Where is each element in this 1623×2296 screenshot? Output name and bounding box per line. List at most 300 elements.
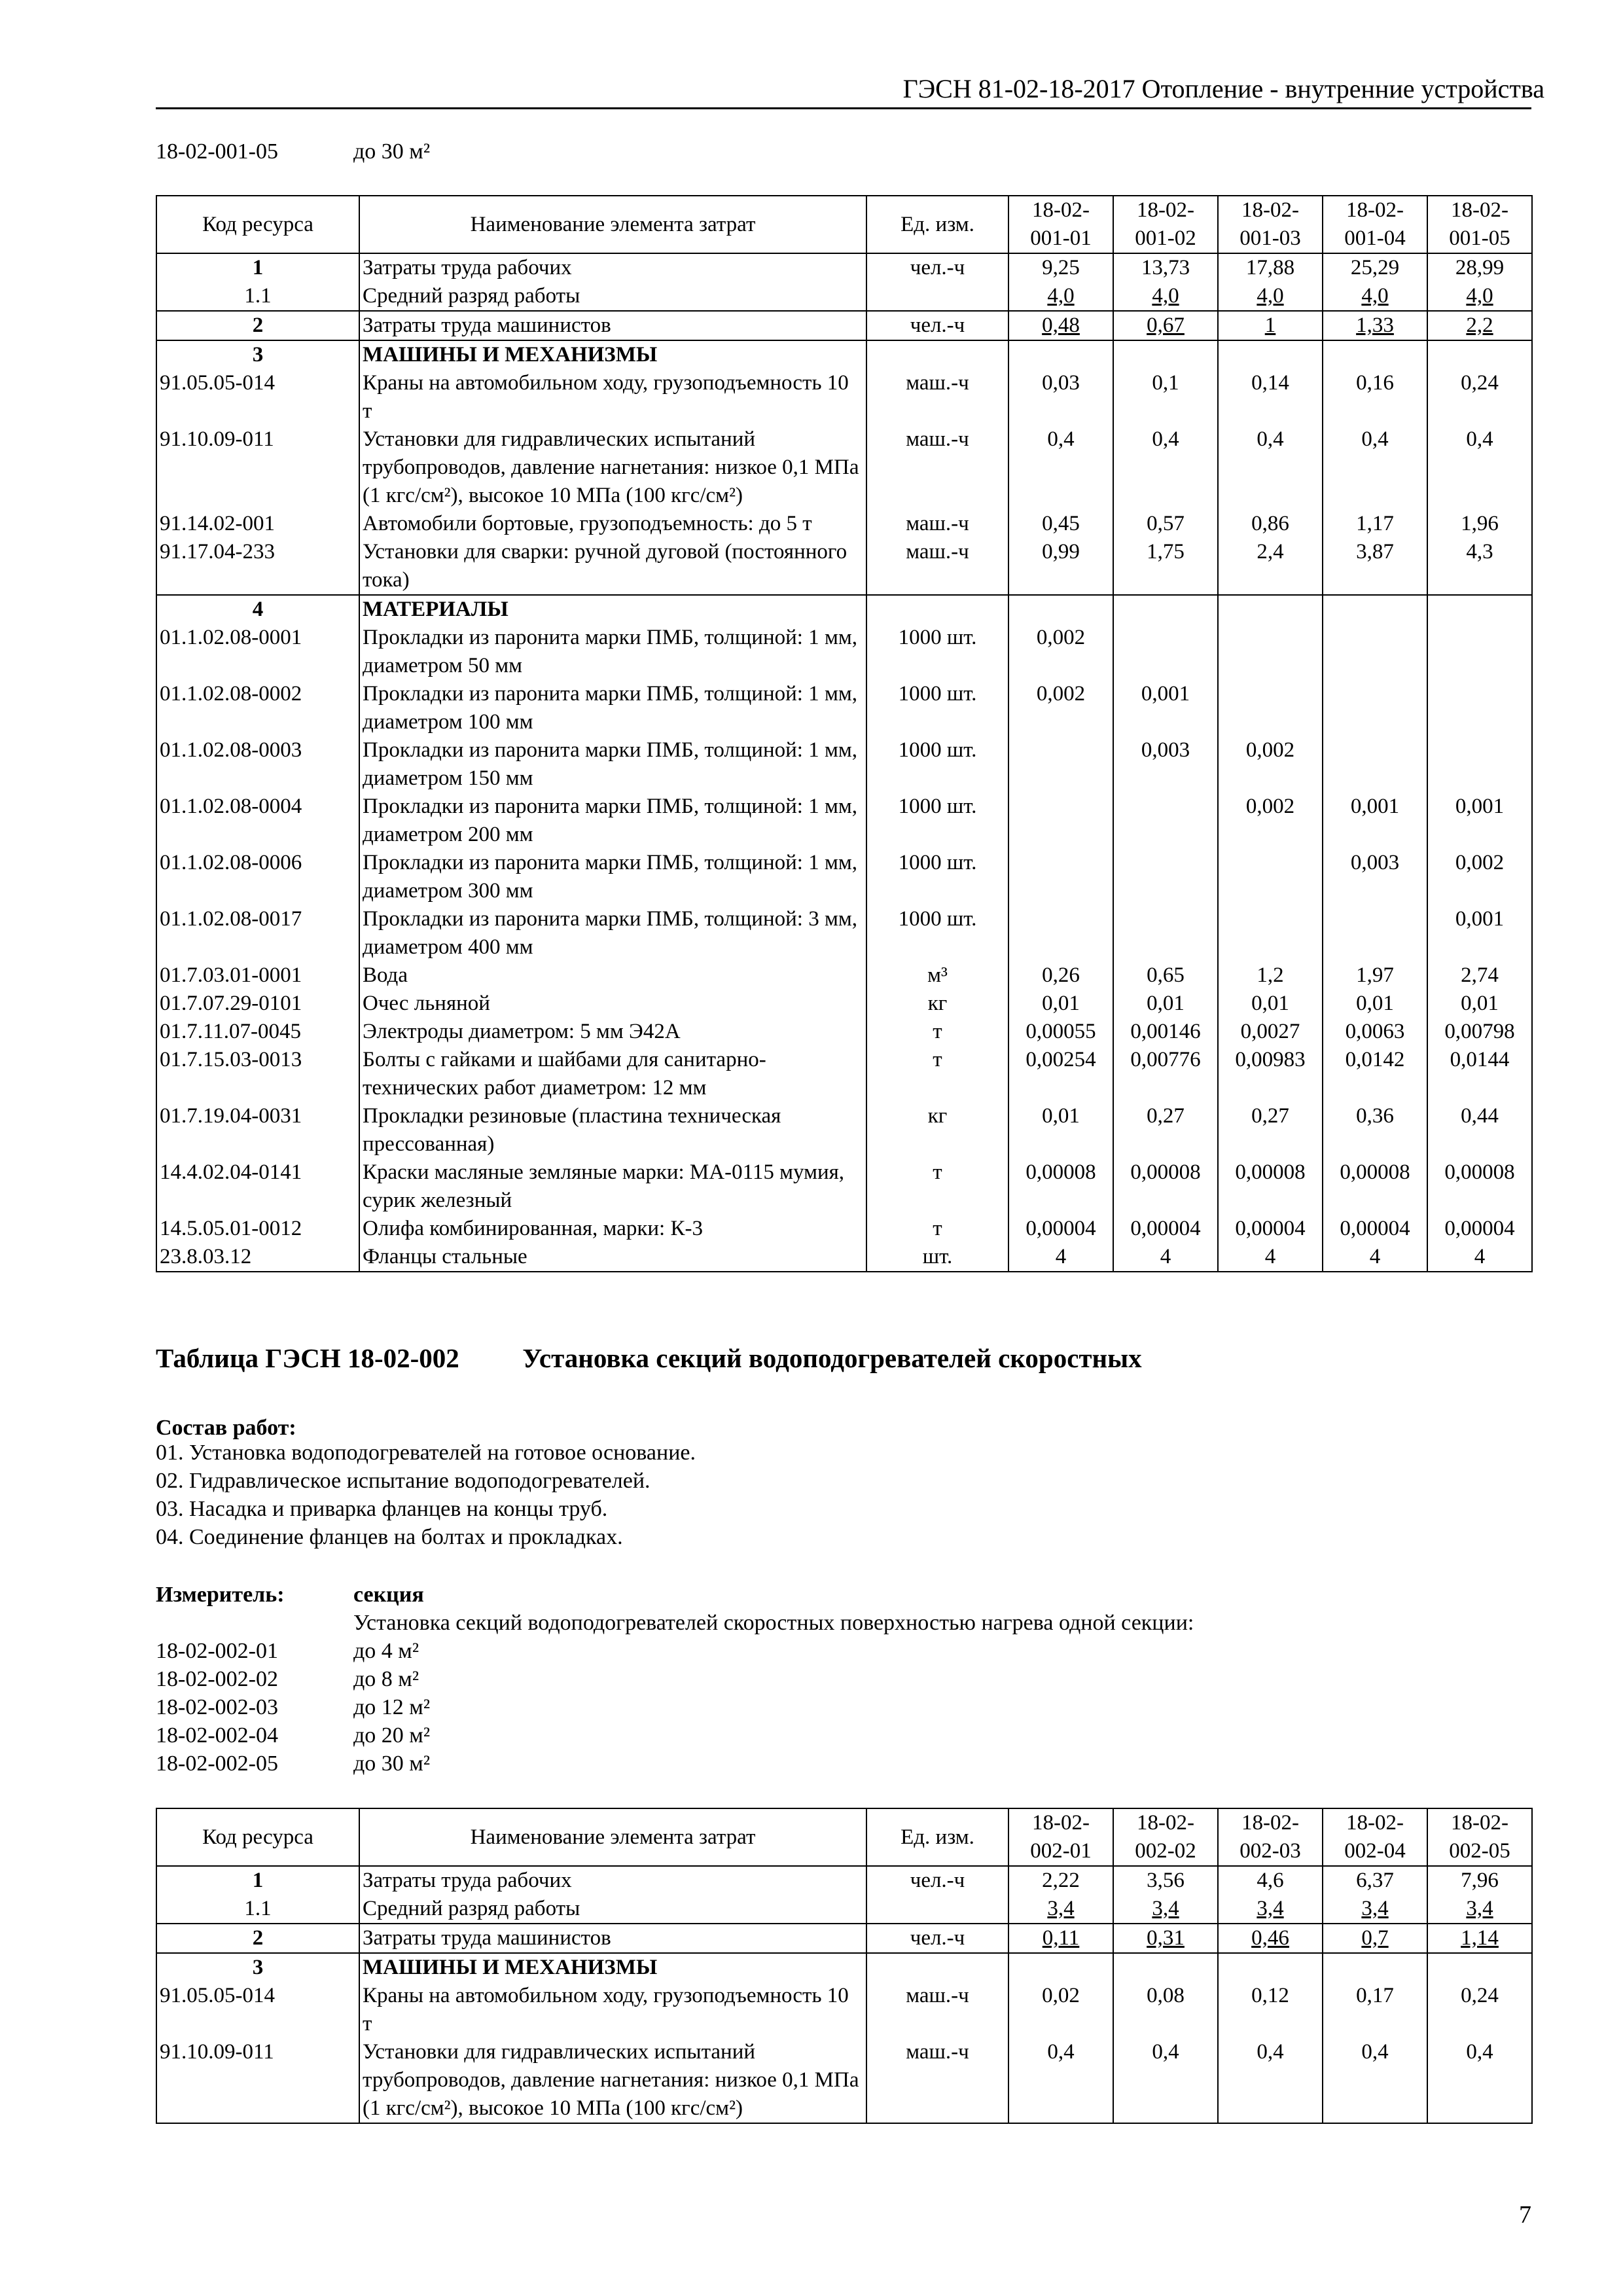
cell-value: 0,4 bbox=[1113, 2038, 1218, 2123]
header-code: Код ресурса bbox=[156, 1808, 359, 1866]
cell-code: 91.05.05-014 bbox=[156, 1982, 359, 2038]
cell-unit: маш.-ч bbox=[866, 538, 1008, 595]
cell-value: 4 bbox=[1323, 1243, 1427, 1272]
cell-value: 0,00008 bbox=[1113, 1158, 1218, 1215]
cell-value bbox=[1113, 849, 1218, 905]
cell-value: 0,0144 bbox=[1427, 1046, 1532, 1102]
table-row bbox=[156, 1953, 1532, 1982]
cell-value bbox=[1008, 595, 1113, 624]
cell-value: 1,75 bbox=[1113, 538, 1218, 595]
table-row bbox=[156, 1924, 1532, 1953]
cell-code: 01.1.02.08-0001 bbox=[156, 624, 359, 680]
header-unit: Ед. изм. bbox=[866, 1808, 1008, 1866]
table-row bbox=[156, 849, 1532, 905]
cell-value bbox=[1323, 680, 1427, 736]
cell-value bbox=[1113, 1953, 1218, 1982]
cell-value bbox=[1218, 905, 1323, 961]
cell-code: 91.05.05-014 bbox=[156, 369, 359, 425]
cell-value: 0,31 bbox=[1113, 1924, 1218, 1953]
cell-code: 01.7.11.07-0045 bbox=[156, 1018, 359, 1046]
work-item: 03. Насадка и приварка фланцев на концы труб. bbox=[156, 1497, 608, 1521]
cell-value bbox=[1218, 1953, 1323, 1982]
header-variant: 18-02- 002-01 bbox=[1008, 1808, 1113, 1866]
cell-unit: маш.-ч bbox=[866, 425, 1008, 510]
meter-label: Измеритель: bbox=[156, 1583, 285, 1607]
cell-value: 4 bbox=[1427, 1243, 1532, 1272]
cell-name: Затраты труда рабочих bbox=[359, 253, 866, 282]
header-variant: 18-02- 001-05 bbox=[1427, 196, 1532, 253]
cell-value: 0,24 bbox=[1427, 369, 1532, 425]
cell-value: 28,99 bbox=[1427, 253, 1532, 282]
cell-value: 0,7 bbox=[1323, 1924, 1427, 1953]
cell-name: Затраты труда машинистов bbox=[359, 1924, 866, 1953]
cell-value: 3,4 bbox=[1008, 1895, 1113, 1924]
cell-value: 0,1 bbox=[1113, 369, 1218, 425]
cell-name: Автомобили бортовые, грузоподъемность: до 5 т bbox=[359, 510, 866, 538]
cell-value bbox=[1323, 595, 1427, 624]
cell-code: 14.4.02.04-0141 bbox=[156, 1158, 359, 1215]
cell-unit: т bbox=[866, 1215, 1008, 1243]
cell-value bbox=[1113, 340, 1218, 369]
table-row bbox=[156, 538, 1532, 595]
cell-value: 0,03 bbox=[1008, 369, 1113, 425]
table-row bbox=[156, 1866, 1532, 1895]
table-row bbox=[156, 905, 1532, 961]
page-number: 7 bbox=[1519, 2201, 1531, 2229]
cell-name: Затраты труда рабочих bbox=[359, 1866, 866, 1895]
cell-value: 0,65 bbox=[1113, 961, 1218, 990]
cell-unit bbox=[866, 595, 1008, 624]
cell-name: Очес льняной bbox=[359, 990, 866, 1018]
cell-code: 01.7.15.03-0013 bbox=[156, 1046, 359, 1102]
cell-unit: 1000 шт. bbox=[866, 905, 1008, 961]
variant-label: до 30 м² bbox=[353, 1751, 431, 1776]
cell-value: 0,001 bbox=[1427, 905, 1532, 961]
table-row bbox=[156, 595, 1532, 624]
cell-code: 91.17.04-233 bbox=[156, 538, 359, 595]
cell-name: Прокладки резиновые (пластина техническая прессованная) bbox=[359, 1102, 866, 1158]
cell-value: 0,00004 bbox=[1113, 1215, 1218, 1243]
cell-value: 0,16 bbox=[1323, 369, 1427, 425]
table-row bbox=[156, 680, 1532, 736]
cell-value: 0,00983 bbox=[1218, 1046, 1323, 1102]
cell-code: 01.1.02.08-0002 bbox=[156, 680, 359, 736]
cell-unit: чел.-ч bbox=[866, 253, 1008, 282]
cell-value: 2,2 bbox=[1427, 311, 1532, 340]
cell-value: 4 bbox=[1008, 1243, 1113, 1272]
works-label: Состав работ: bbox=[156, 1416, 296, 1440]
cell-unit: маш.-ч bbox=[866, 510, 1008, 538]
cell-value: 0,99 bbox=[1008, 538, 1113, 595]
cell-name: Средний разряд работы bbox=[359, 282, 866, 311]
variant-code: 18-02-002-03 bbox=[156, 1695, 278, 1719]
cell-unit: 1000 шт. bbox=[866, 793, 1008, 849]
cell-unit: т bbox=[866, 1158, 1008, 1215]
cell-unit: т bbox=[866, 1046, 1008, 1102]
cell-value: 13,73 bbox=[1113, 253, 1218, 282]
cell-value: 0,24 bbox=[1427, 1982, 1532, 2038]
cell-value: 0,01 bbox=[1113, 990, 1218, 1018]
table-row bbox=[156, 253, 1532, 282]
cell-value: 0,26 bbox=[1008, 961, 1113, 990]
cell-value bbox=[1427, 736, 1532, 793]
cell-name: Затраты труда машинистов bbox=[359, 311, 866, 340]
cell-value bbox=[1323, 1953, 1427, 1982]
cell-code: 91.10.09-011 bbox=[156, 2038, 359, 2123]
cell-name: Электроды диаметром: 5 мм Э42А bbox=[359, 1018, 866, 1046]
cell-unit bbox=[866, 1895, 1008, 1924]
cell-value: 0,57 bbox=[1113, 510, 1218, 538]
cell-value: 0,00008 bbox=[1008, 1158, 1113, 1215]
header-variant: 18-02- 001-03 bbox=[1218, 196, 1323, 253]
resource-table-2 bbox=[156, 1808, 1533, 2124]
table-row bbox=[156, 1102, 1532, 1158]
top-measure-code: 18-02-001-05 bbox=[156, 139, 278, 164]
cell-value: 3,56 bbox=[1113, 1866, 1218, 1895]
cell-value bbox=[1427, 1953, 1532, 1982]
cell-value: 0,001 bbox=[1427, 793, 1532, 849]
table-row bbox=[156, 736, 1532, 793]
cell-unit bbox=[866, 282, 1008, 311]
header-variant: 18-02- 001-02 bbox=[1113, 196, 1218, 253]
header-unit: Ед. изм. bbox=[866, 196, 1008, 253]
cell-value: 0,00776 bbox=[1113, 1046, 1218, 1102]
meter-description: Установка секций водоподогревателей скоростных поверхностью нагрева одной секции: bbox=[353, 1611, 1194, 1635]
cell-name: Установки для сварки: ручной дуговой (постоянного тока) bbox=[359, 538, 866, 595]
cell-value: 0,67 bbox=[1113, 311, 1218, 340]
cell-name: Краны на автомобильном ходу, грузоподъемность 10 т bbox=[359, 369, 866, 425]
cell-value: 0,002 bbox=[1008, 624, 1113, 680]
cell-value: 0,46 bbox=[1218, 1924, 1323, 1953]
cell-value: 0,4 bbox=[1427, 2038, 1532, 2123]
variant-label: до 12 м² bbox=[353, 1695, 431, 1719]
table-header-row bbox=[156, 196, 1532, 253]
cell-name: Прокладки из паронита марки ПМБ, толщиной: 1 мм, диаметром 300 мм bbox=[359, 849, 866, 905]
header-code: Код ресурса bbox=[156, 196, 359, 253]
cell-value bbox=[1218, 849, 1323, 905]
cell-value: 0,00146 bbox=[1113, 1018, 1218, 1046]
table-row bbox=[156, 624, 1532, 680]
cell-unit bbox=[866, 1953, 1008, 1982]
header-variant: 18-02- 002-03 bbox=[1218, 1808, 1323, 1866]
cell-value: 1,96 bbox=[1427, 510, 1532, 538]
table-row bbox=[156, 282, 1532, 311]
work-item: 01. Установка водоподогревателей на готовое основание. bbox=[156, 1441, 696, 1465]
cell-name: Краны на автомобильном ходу, грузоподъемность 10 т bbox=[359, 1982, 866, 2038]
cell-value bbox=[1427, 340, 1532, 369]
cell-value: 1,14 bbox=[1427, 1924, 1532, 1953]
cell-value: 1,17 bbox=[1323, 510, 1427, 538]
cell-value bbox=[1113, 595, 1218, 624]
cell-unit: кг bbox=[866, 990, 1008, 1018]
table-2-name: Установка секций водоподогревателей скоростных bbox=[522, 1343, 1142, 1373]
cell-value bbox=[1218, 624, 1323, 680]
cell-value bbox=[1427, 624, 1532, 680]
cell-value bbox=[1113, 905, 1218, 961]
cell-code: 14.5.05.01-0012 bbox=[156, 1215, 359, 1243]
cell-code: 4 bbox=[156, 595, 359, 624]
cell-code: 91.10.09-011 bbox=[156, 425, 359, 510]
cell-value bbox=[1427, 595, 1532, 624]
work-item: 02. Гидравлическое испытание водоподогревателей. bbox=[156, 1469, 651, 1493]
cell-value: 0,0063 bbox=[1323, 1018, 1427, 1046]
table-row bbox=[156, 2038, 1532, 2123]
cell-value: 4,6 bbox=[1218, 1866, 1323, 1895]
cell-value: 0,17 bbox=[1323, 1982, 1427, 2038]
cell-value: 1 bbox=[1218, 311, 1323, 340]
table-row bbox=[156, 510, 1532, 538]
cell-value: 2,22 bbox=[1008, 1866, 1113, 1895]
cell-value bbox=[1427, 680, 1532, 736]
cell-unit: 1000 шт. bbox=[866, 680, 1008, 736]
variant-code: 18-02-002-04 bbox=[156, 1723, 278, 1748]
cell-value bbox=[1218, 595, 1323, 624]
cell-code: 3 bbox=[156, 340, 359, 369]
table-row bbox=[156, 1046, 1532, 1102]
cell-unit: 1000 шт. bbox=[866, 849, 1008, 905]
cell-value: 0,0027 bbox=[1218, 1018, 1323, 1046]
cell-value: 4,3 bbox=[1427, 538, 1532, 595]
cell-code: 01.1.02.08-0003 bbox=[156, 736, 359, 793]
cell-name: МАШИНЫ И МЕХАНИЗМЫ bbox=[359, 1953, 866, 1982]
cell-value: 0,36 bbox=[1323, 1102, 1427, 1158]
cell-name: Олифа комбинированная, марки: К-3 bbox=[359, 1215, 866, 1243]
cell-value: 4,0 bbox=[1323, 282, 1427, 311]
cell-unit: шт. bbox=[866, 1243, 1008, 1272]
cell-unit: чел.-ч bbox=[866, 1866, 1008, 1895]
cell-value: 1,33 bbox=[1323, 311, 1427, 340]
cell-code: 1.1 bbox=[156, 1895, 359, 1924]
cell-name: МАШИНЫ И МЕХАНИЗМЫ bbox=[359, 340, 866, 369]
variant-code: 18-02-002-01 bbox=[156, 1639, 278, 1663]
table-row bbox=[156, 990, 1532, 1018]
cell-code: 01.1.02.08-0017 bbox=[156, 905, 359, 961]
cell-unit: т bbox=[866, 1018, 1008, 1046]
cell-name: Вода bbox=[359, 961, 866, 990]
cell-value: 4 bbox=[1218, 1243, 1323, 1272]
cell-value: 3,4 bbox=[1427, 1895, 1532, 1924]
cell-name: Прокладки из паронита марки ПМБ, толщиной: 1 мм, диаметром 150 мм bbox=[359, 736, 866, 793]
cell-value: 0,002 bbox=[1427, 849, 1532, 905]
cell-value bbox=[1008, 340, 1113, 369]
table-row bbox=[156, 340, 1532, 369]
cell-name: Болты с гайками и шайбами для санитарно-технических работ диаметром: 12 мм bbox=[359, 1046, 866, 1102]
cell-value bbox=[1113, 793, 1218, 849]
cell-name: Краски масляные земляные марки: МА-0115 мумия, сурик железный bbox=[359, 1158, 866, 1215]
cell-value: 2,4 bbox=[1218, 538, 1323, 595]
cell-code: 01.7.19.04-0031 bbox=[156, 1102, 359, 1158]
cell-unit: маш.-ч bbox=[866, 1982, 1008, 2038]
cell-value: 0,00004 bbox=[1427, 1215, 1532, 1243]
cell-value: 0,00055 bbox=[1008, 1018, 1113, 1046]
cell-value: 0,002 bbox=[1008, 680, 1113, 736]
table-row bbox=[156, 1018, 1532, 1046]
cell-value: 0,00004 bbox=[1323, 1215, 1427, 1243]
cell-value: 0,48 bbox=[1008, 311, 1113, 340]
cell-value bbox=[1008, 905, 1113, 961]
variant-label: до 4 м² bbox=[353, 1639, 419, 1663]
cell-value: 0,4 bbox=[1323, 2038, 1427, 2123]
table-row bbox=[156, 1158, 1532, 1215]
cell-value: 0,86 bbox=[1218, 510, 1323, 538]
cell-value: 0,12 bbox=[1218, 1982, 1323, 2038]
cell-value bbox=[1323, 736, 1427, 793]
table-row bbox=[156, 1982, 1532, 2038]
cell-code: 91.14.02-001 bbox=[156, 510, 359, 538]
variant-code: 18-02-002-05 bbox=[156, 1751, 278, 1776]
cell-value: 0,14 bbox=[1218, 369, 1323, 425]
table-row bbox=[156, 369, 1532, 425]
cell-code: 2 bbox=[156, 1924, 359, 1953]
cell-value: 3,87 bbox=[1323, 538, 1427, 595]
work-item: 04. Соединение фланцев на болтах и прокладках. bbox=[156, 1525, 623, 1549]
cell-value: 0,003 bbox=[1323, 849, 1427, 905]
cell-value: 0,01 bbox=[1323, 990, 1427, 1018]
cell-unit: кг bbox=[866, 1102, 1008, 1158]
cell-value: 0,00004 bbox=[1008, 1215, 1113, 1243]
cell-code: 3 bbox=[156, 1953, 359, 1982]
cell-name: Прокладки из паронита марки ПМБ, толщиной: 1 мм, диаметром 50 мм bbox=[359, 624, 866, 680]
cell-value bbox=[1008, 1953, 1113, 1982]
cell-unit: маш.-ч bbox=[866, 2038, 1008, 2123]
table-row bbox=[156, 1215, 1532, 1243]
cell-value: 0,4 bbox=[1218, 2038, 1323, 2123]
cell-value: 0,27 bbox=[1218, 1102, 1323, 1158]
cell-value: 0,00008 bbox=[1218, 1158, 1323, 1215]
cell-code: 1 bbox=[156, 1866, 359, 1895]
cell-unit: 1000 шт. bbox=[866, 736, 1008, 793]
table-2-title bbox=[156, 1342, 1142, 1374]
cell-value: 6,37 bbox=[1323, 1866, 1427, 1895]
cell-code: 2 bbox=[156, 311, 359, 340]
table-row bbox=[156, 1895, 1532, 1924]
cell-name: Прокладки из паронита марки ПМБ, толщиной: 3 мм, диаметром 400 мм bbox=[359, 905, 866, 961]
cell-unit: маш.-ч bbox=[866, 369, 1008, 425]
cell-value: 17,88 bbox=[1218, 253, 1323, 282]
cell-value bbox=[1323, 340, 1427, 369]
cell-value: 0,00798 bbox=[1427, 1018, 1532, 1046]
cell-value: 25,29 bbox=[1323, 253, 1427, 282]
cell-code: 01.1.02.08-0004 bbox=[156, 793, 359, 849]
cell-value: 0,01 bbox=[1218, 990, 1323, 1018]
header-rule bbox=[156, 107, 1531, 109]
cell-value: 0,08 bbox=[1113, 1982, 1218, 2038]
cell-value bbox=[1323, 905, 1427, 961]
cell-value: 4 bbox=[1113, 1243, 1218, 1272]
header-name: Наименование элемента затрат bbox=[359, 1808, 866, 1866]
header-variant: 18-02- 001-01 bbox=[1008, 196, 1113, 253]
cell-value: 4,0 bbox=[1008, 282, 1113, 311]
resource-table-1 bbox=[156, 195, 1533, 1272]
cell-value: 4,0 bbox=[1218, 282, 1323, 311]
cell-name: Фланцы стальные bbox=[359, 1243, 866, 1272]
cell-value bbox=[1008, 849, 1113, 905]
header-variant: 18-02- 002-04 bbox=[1323, 1808, 1427, 1866]
cell-value: 0,0142 bbox=[1323, 1046, 1427, 1102]
cell-value bbox=[1113, 624, 1218, 680]
cell-unit: 1000 шт. bbox=[866, 624, 1008, 680]
table-row bbox=[156, 1243, 1532, 1272]
cell-value: 2,74 bbox=[1427, 961, 1532, 990]
cell-code: 01.7.03.01-0001 bbox=[156, 961, 359, 990]
cell-value: 0,45 bbox=[1008, 510, 1113, 538]
cell-name: Установки для гидравлических испытаний трубопроводов, давление нагнетания: низкое 0,1 МПа (1 кгс/см²), высокое 10 МПа (100 кгс/см²) bbox=[359, 2038, 866, 2123]
header-variant: 18-02- 002-05 bbox=[1427, 1808, 1532, 1866]
cell-value: 0,00008 bbox=[1323, 1158, 1427, 1215]
cell-value bbox=[1323, 624, 1427, 680]
table-2-label: Таблица ГЭСН 18-02-002 bbox=[156, 1343, 459, 1373]
cell-code: 1.1 bbox=[156, 282, 359, 311]
cell-name: Прокладки из паронита марки ПМБ, толщиной: 1 мм, диаметром 100 мм bbox=[359, 680, 866, 736]
cell-value: 0,002 bbox=[1218, 793, 1323, 849]
cell-value bbox=[1008, 736, 1113, 793]
table-row bbox=[156, 961, 1532, 990]
cell-value: 0,4 bbox=[1218, 425, 1323, 510]
cell-value: 0,4 bbox=[1113, 425, 1218, 510]
cell-value bbox=[1218, 340, 1323, 369]
cell-name: МАТЕРИАЛЫ bbox=[359, 595, 866, 624]
cell-unit bbox=[866, 340, 1008, 369]
cell-value: 3,4 bbox=[1323, 1895, 1427, 1924]
cell-value: 0,00004 bbox=[1218, 1215, 1323, 1243]
cell-code: 01.7.07.29-0101 bbox=[156, 990, 359, 1018]
cell-value bbox=[1008, 793, 1113, 849]
cell-value: 0,00254 bbox=[1008, 1046, 1113, 1102]
table-row bbox=[156, 425, 1532, 510]
top-measure-label: до 30 м² bbox=[353, 139, 431, 164]
cell-code: 1 bbox=[156, 253, 359, 282]
cell-value: 3,4 bbox=[1218, 1895, 1323, 1924]
meter-value: секция bbox=[353, 1583, 424, 1607]
cell-value: 0,001 bbox=[1113, 680, 1218, 736]
header-variant: 18-02- 001-04 bbox=[1323, 196, 1427, 253]
cell-value: 4,0 bbox=[1427, 282, 1532, 311]
cell-value: 0,01 bbox=[1008, 990, 1113, 1018]
cell-value: 4,0 bbox=[1113, 282, 1218, 311]
cell-value: 0,00008 bbox=[1427, 1158, 1532, 1215]
variant-code: 18-02-002-02 bbox=[156, 1667, 278, 1691]
cell-value: 0,4 bbox=[1008, 425, 1113, 510]
cell-value: 0,27 bbox=[1113, 1102, 1218, 1158]
running-header: ГЭСН 81-02-18-2017 Отопление - внутренние устройства bbox=[902, 74, 1544, 103]
cell-code: 01.1.02.08-0006 bbox=[156, 849, 359, 905]
cell-value: 0,4 bbox=[1008, 2038, 1113, 2123]
cell-value: 0,44 bbox=[1427, 1102, 1532, 1158]
cell-value: 0,01 bbox=[1008, 1102, 1113, 1158]
cell-value: 7,96 bbox=[1427, 1866, 1532, 1895]
variant-label: до 20 м² bbox=[353, 1723, 431, 1748]
cell-value: 1,2 bbox=[1218, 961, 1323, 990]
cell-value: 9,25 bbox=[1008, 253, 1113, 282]
cell-value: 1,97 bbox=[1323, 961, 1427, 990]
cell-name: Прокладки из паронита марки ПМБ, толщиной: 1 мм, диаметром 200 мм bbox=[359, 793, 866, 849]
cell-code: 23.8.03.12 bbox=[156, 1243, 359, 1272]
cell-value bbox=[1218, 680, 1323, 736]
cell-value: 3,4 bbox=[1113, 1895, 1218, 1924]
cell-value: 0,003 bbox=[1113, 736, 1218, 793]
cell-value: 0,02 bbox=[1008, 1982, 1113, 2038]
variant-label: до 8 м² bbox=[353, 1667, 419, 1691]
cell-unit: м³ bbox=[866, 961, 1008, 990]
cell-value: 0,11 bbox=[1008, 1924, 1113, 1953]
cell-unit: чел.-ч bbox=[866, 1924, 1008, 1953]
cell-name: Средний разряд работы bbox=[359, 1895, 866, 1924]
cell-value: 0,002 bbox=[1218, 736, 1323, 793]
cell-name: Установки для гидравлических испытаний трубопроводов, давление нагнетания: низкое 0,1 МПа (1 кгс/см²), высокое 10 МПа (100 кгс/см²) bbox=[359, 425, 866, 510]
table-row bbox=[156, 311, 1532, 340]
table-header-row bbox=[156, 1808, 1532, 1866]
cell-unit: чел.-ч bbox=[866, 311, 1008, 340]
